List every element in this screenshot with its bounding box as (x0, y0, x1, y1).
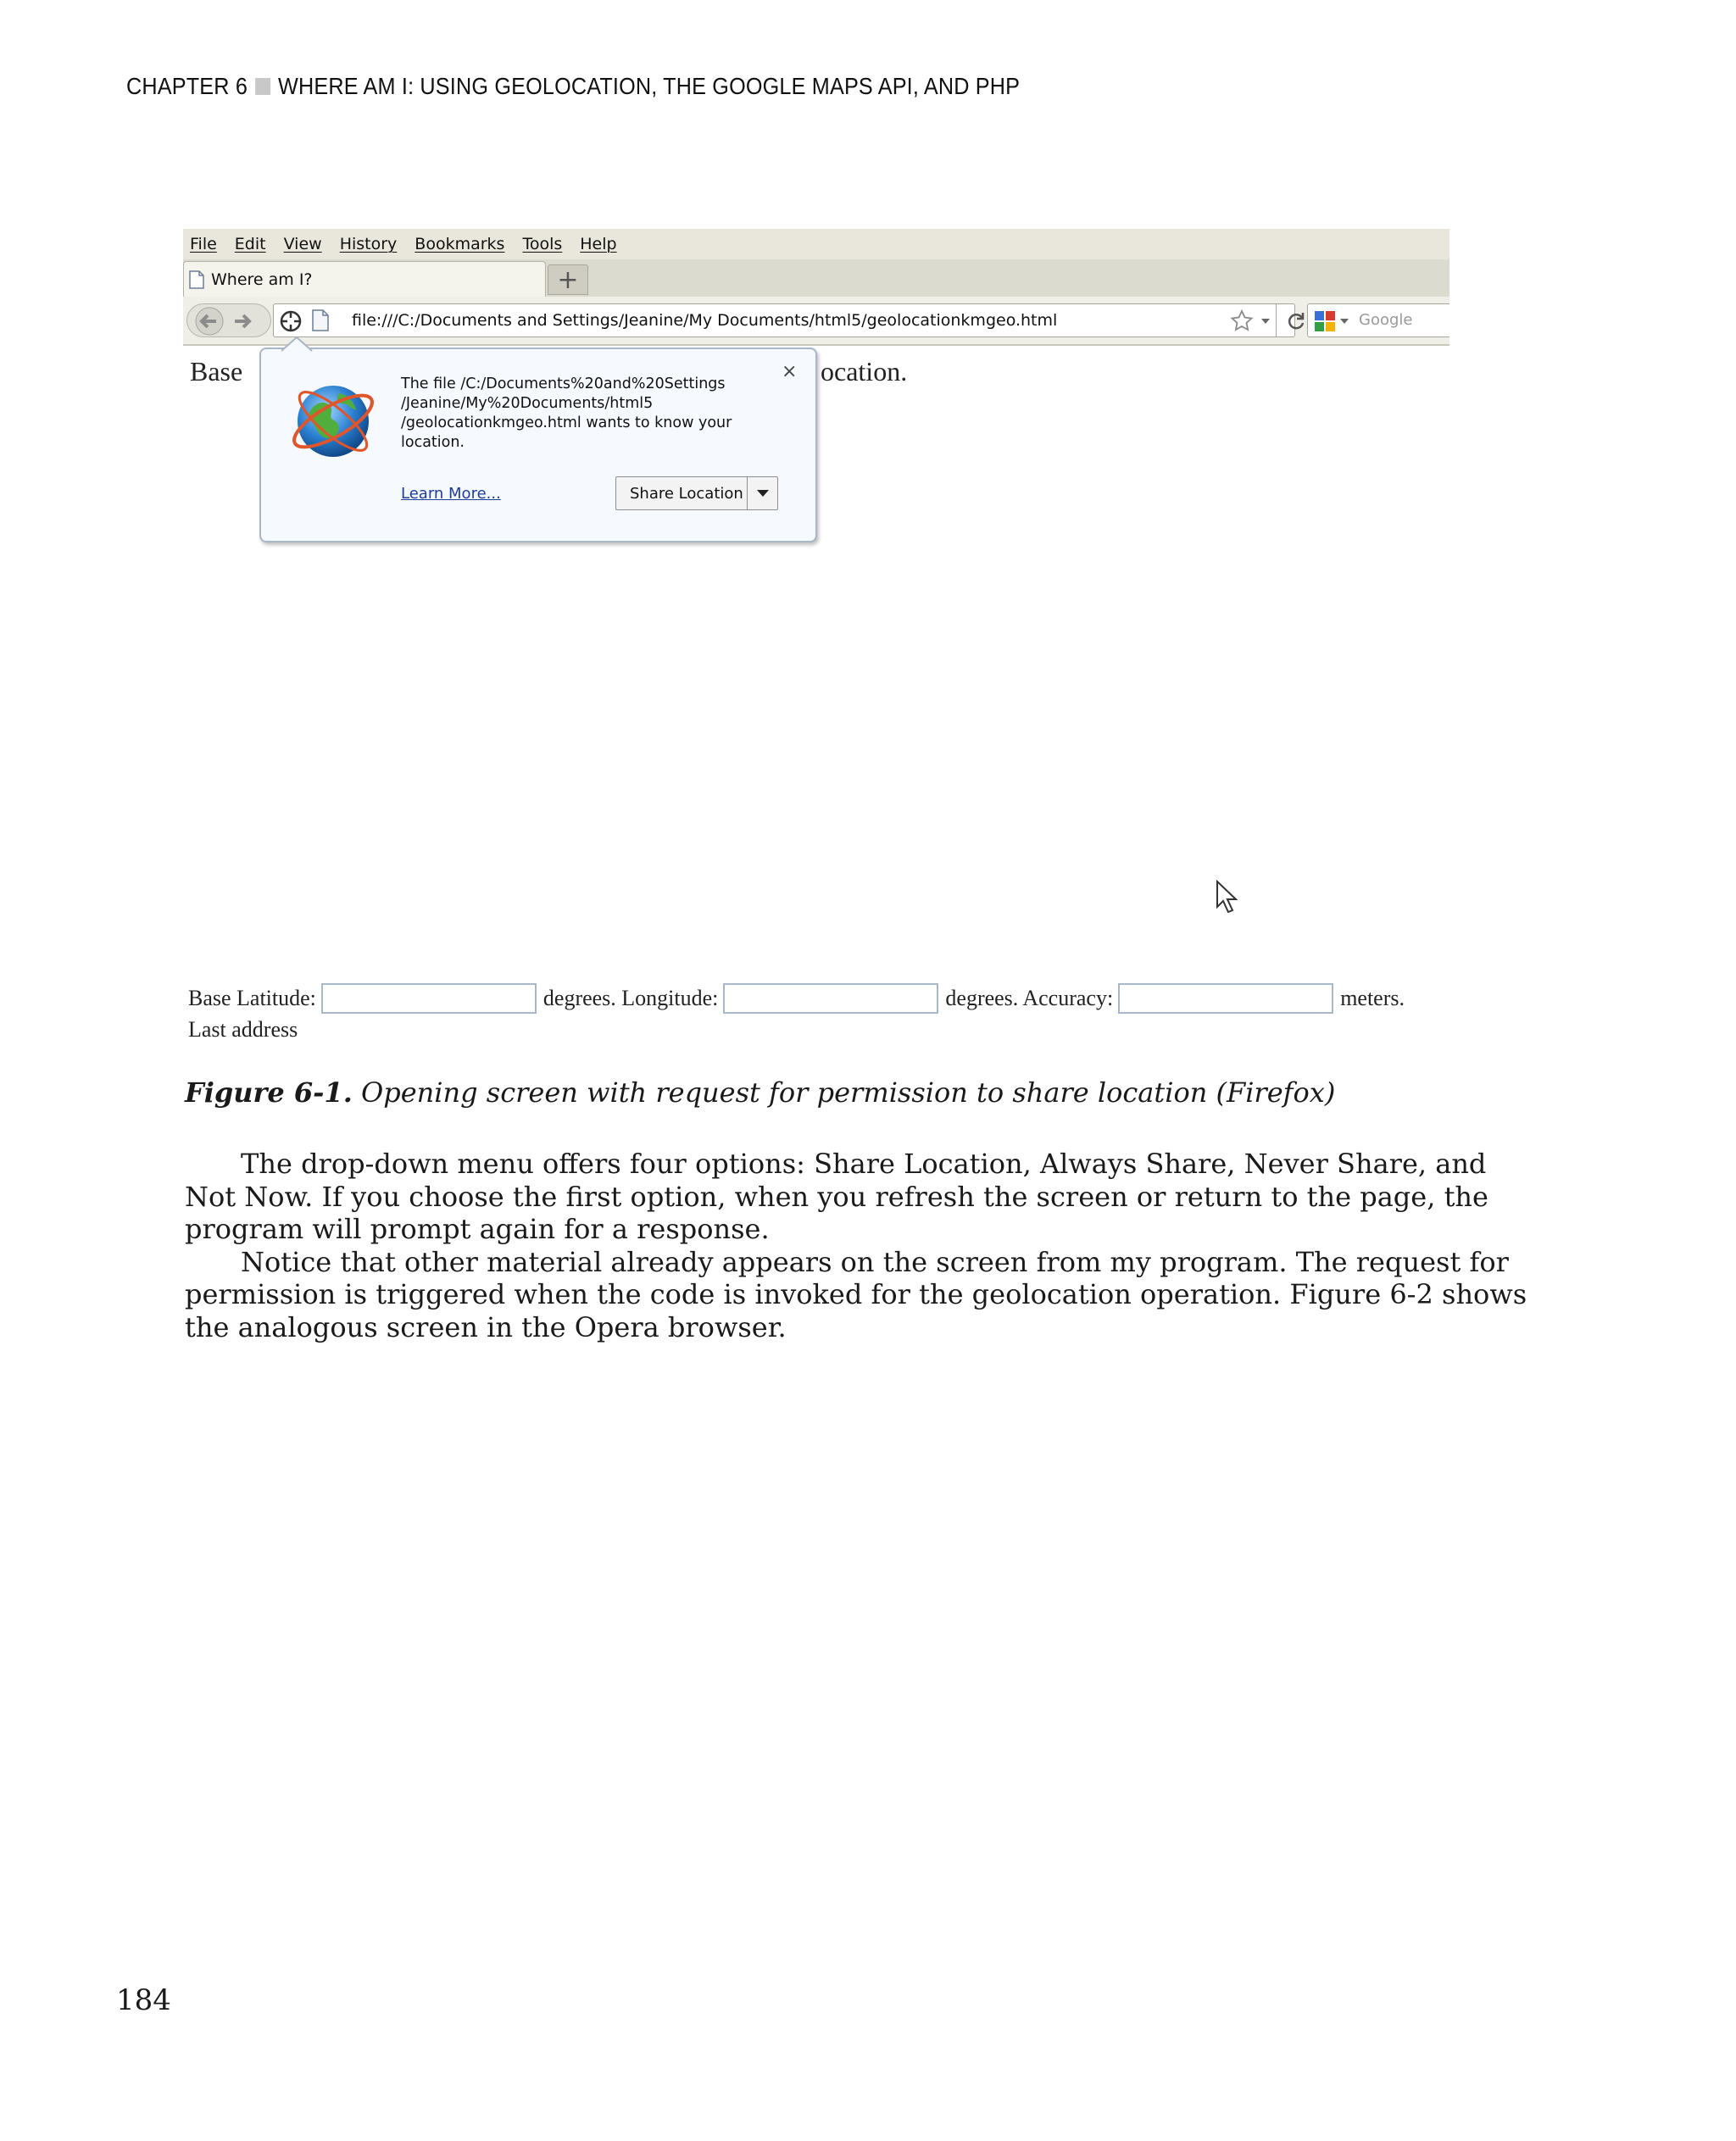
figure-caption (185, 1076, 1335, 1109)
figure-caption-text: Opening screen with request for permission to share location (Firefox) (361, 1076, 1336, 1109)
popup-pointer (281, 337, 315, 353)
share-location-button[interactable] (615, 476, 778, 510)
browser-screenshot (183, 229, 1449, 1051)
chapter-title: WHERE AM I: USING GEOLOCATION, THE GOOGLE MAPS API, AND PHP (278, 73, 1021, 99)
figure-label: Figure 6-1. (185, 1076, 353, 1109)
chapter-label: CHAPTER 6 (126, 73, 248, 99)
url-text: file:///C:/Documents and Settings/Jeanine/My Documents/html5/geolocationkmgeo.html (352, 311, 1058, 330)
last-address-label: Last address (188, 1017, 298, 1042)
chevron-down-icon (756, 489, 770, 498)
url-bar[interactable] (273, 303, 1295, 337)
paragraph: The drop-down menu offers four options: Share Location, Always Share, Never Share, and Not Now. If you choose the first option, when you refresh the screen or return to the page, the program will prompt again for a response. (185, 1148, 1488, 1245)
separator-square-icon (255, 78, 270, 95)
menu-bar (183, 229, 1449, 259)
accuracy-input[interactable] (1118, 983, 1333, 1014)
permission-message: The file /C:/Documents%20and%20Settings /Jeanine/My%20Documents/html5 /geolocationkmgeo.html wants to know your location. (401, 375, 732, 451)
page-number: 184 (116, 1983, 171, 2017)
url-divider (1276, 304, 1277, 336)
search-engine-dropdown-icon[interactable] (1340, 318, 1349, 325)
tab-title: Where am I? (211, 270, 313, 289)
menu-help[interactable]: Help (580, 235, 617, 253)
menu-tools[interactable]: Tools (522, 235, 563, 253)
latitude-input[interactable] (321, 983, 537, 1014)
share-options-dropdown[interactable] (748, 489, 777, 498)
paragraph: Notice that other material already appears on the screen from my program. The request for permission is triggered when the code is invoked for the geolocation operation. Figure 6-2 shows the analogous screen in the Opera browser. (185, 1245, 1527, 1343)
geolocation-permission-popup (259, 348, 817, 542)
google-search-engine-icon[interactable] (1313, 309, 1337, 333)
reload-icon[interactable] (1286, 311, 1306, 331)
coordinate-fields (188, 983, 1405, 1014)
menu-file[interactable]: File (190, 235, 217, 253)
search-bar[interactable] (1307, 303, 1449, 337)
menu-view[interactable]: View (283, 235, 322, 253)
bookmark-star-icon[interactable] (1230, 309, 1254, 333)
globe-icon (287, 375, 380, 468)
navigation-bar (183, 297, 1449, 346)
body-text (185, 1148, 1541, 1343)
new-tab-button[interactable]: + (548, 264, 588, 295)
mouse-cursor-icon (1216, 880, 1238, 914)
close-icon[interactable]: × (782, 361, 798, 382)
back-forward-buttons (186, 303, 271, 337)
menu-bookmarks[interactable]: Bookmarks (415, 235, 505, 253)
page-identity-icon[interactable] (311, 309, 330, 331)
learn-more-link[interactable]: Learn More... (401, 485, 501, 503)
search-input-placeholder: Google (1359, 311, 1413, 329)
tab-strip (183, 259, 1449, 298)
latitude-label: Base Latitude: (188, 986, 316, 1010)
page-icon (189, 270, 204, 289)
menu-edit[interactable]: Edit (234, 235, 266, 253)
meters-label: meters. (1340, 986, 1405, 1010)
longitude-input[interactable] (723, 983, 938, 1014)
accuracy-label: degrees. Accuracy: (945, 986, 1114, 1010)
geolocation-site-icon[interactable] (279, 309, 303, 333)
history-dropdown-icon[interactable] (1260, 317, 1271, 325)
share-location-label: Share Location (630, 484, 743, 503)
tab-where-am-i[interactable] (183, 261, 546, 297)
page-heading-left: Base (190, 356, 243, 386)
menu-history[interactable]: History (339, 235, 398, 253)
forward-button[interactable] (231, 304, 270, 338)
page-heading-right: ocation. (821, 356, 908, 386)
longitude-label: degrees. Longitude: (542, 986, 719, 1010)
back-button[interactable] (187, 304, 228, 338)
running-head (126, 73, 1020, 100)
